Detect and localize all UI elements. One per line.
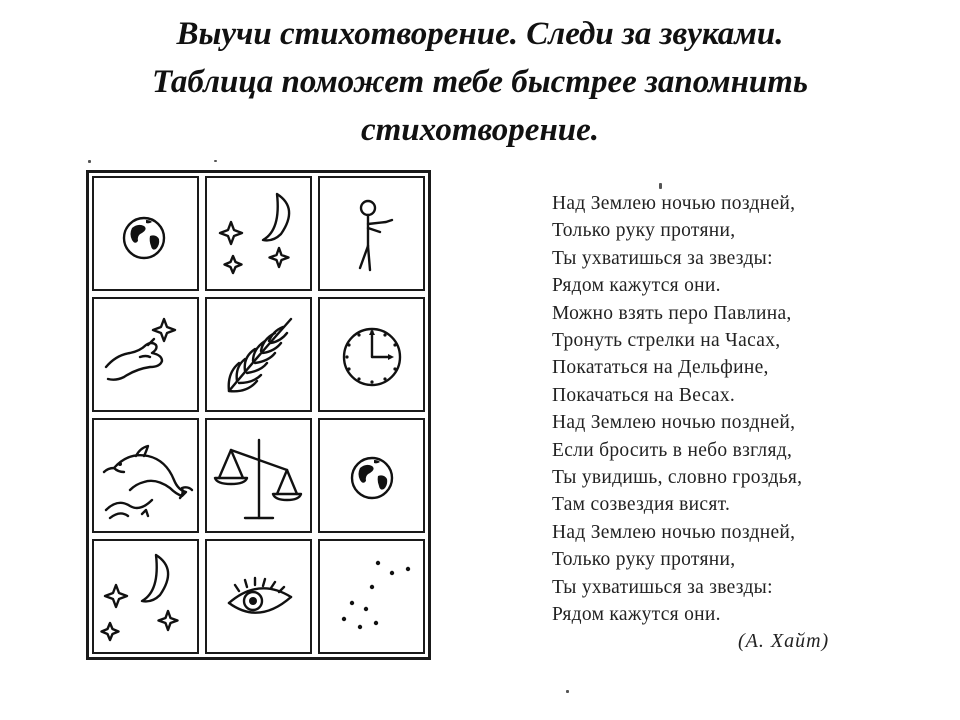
eye-icon — [209, 547, 309, 647]
scan-speck — [659, 183, 662, 189]
moon-and-stars-icon — [209, 184, 309, 284]
stick-figure-reaching-icon — [322, 184, 422, 284]
poem-line: Над Землею ночью поздней, — [552, 193, 796, 214]
globe-icon — [96, 184, 196, 284]
poem-line: Ты увидишь, словно гроздья, — [552, 467, 803, 489]
scan-speck — [88, 160, 91, 163]
globe-icon — [322, 426, 422, 526]
hand-with-star-icon — [96, 305, 196, 405]
table-cell — [318, 539, 425, 654]
poem-line: Над Землею ночью поздней, — [552, 412, 796, 434]
table-cell — [318, 418, 425, 533]
table-cell — [92, 297, 199, 412]
poem-line: Рядом кажутся они. — [552, 604, 721, 626]
poem-author: (А. Хайт) — [738, 630, 830, 652]
poem-line: Рядом кажутся они. — [552, 275, 721, 297]
scan-speck — [214, 160, 217, 162]
poem-line: Если бросить в небо взгляд, — [552, 439, 793, 461]
clock-icon — [322, 305, 422, 405]
poem-line: Там созвездия висят. — [552, 494, 731, 516]
poem-line: Только руку протяни, — [552, 549, 736, 571]
title-line: Выучи стихотворение. Следи за звуками. — [176, 16, 784, 52]
peacock-feather-icon — [209, 305, 309, 405]
moon-and-stars-icon — [96, 547, 196, 647]
table-cell — [318, 176, 425, 291]
poem-line: Только руку протяни, — [552, 220, 736, 242]
table-cell — [205, 297, 312, 412]
scales-icon — [209, 426, 309, 526]
page-title — [0, 10, 960, 154]
poem-line: Ты ухватишься за звезды: — [552, 247, 773, 269]
poem-line: Тронуть стрелки на Часах, — [552, 330, 781, 352]
table-cell — [205, 418, 312, 533]
table-cell — [205, 176, 312, 291]
poem-line: Ты ухватишься за звезды: — [552, 576, 773, 598]
poem-line: Покачаться на Весах. — [552, 384, 736, 406]
poem-text — [552, 190, 912, 629]
table-cell — [92, 176, 199, 291]
mnemonic-picture-table — [86, 170, 431, 660]
scan-speck — [566, 690, 569, 693]
table-cell — [318, 297, 425, 412]
poem-line: Можно взять перо Павлина, — [552, 302, 792, 324]
constellation-icon — [322, 547, 422, 647]
table-cell — [205, 539, 312, 654]
dolphin-icon — [96, 426, 196, 526]
poem-line: Покататься на Дельфине, — [552, 357, 769, 379]
title-line: стихотворение. — [360, 112, 600, 148]
table-cell — [92, 539, 199, 654]
table-cell — [92, 418, 199, 533]
poem-line: Над Землею ночью поздней, — [552, 521, 796, 543]
title-line: Таблица поможет тебе быстрее запомнить — [151, 64, 809, 100]
